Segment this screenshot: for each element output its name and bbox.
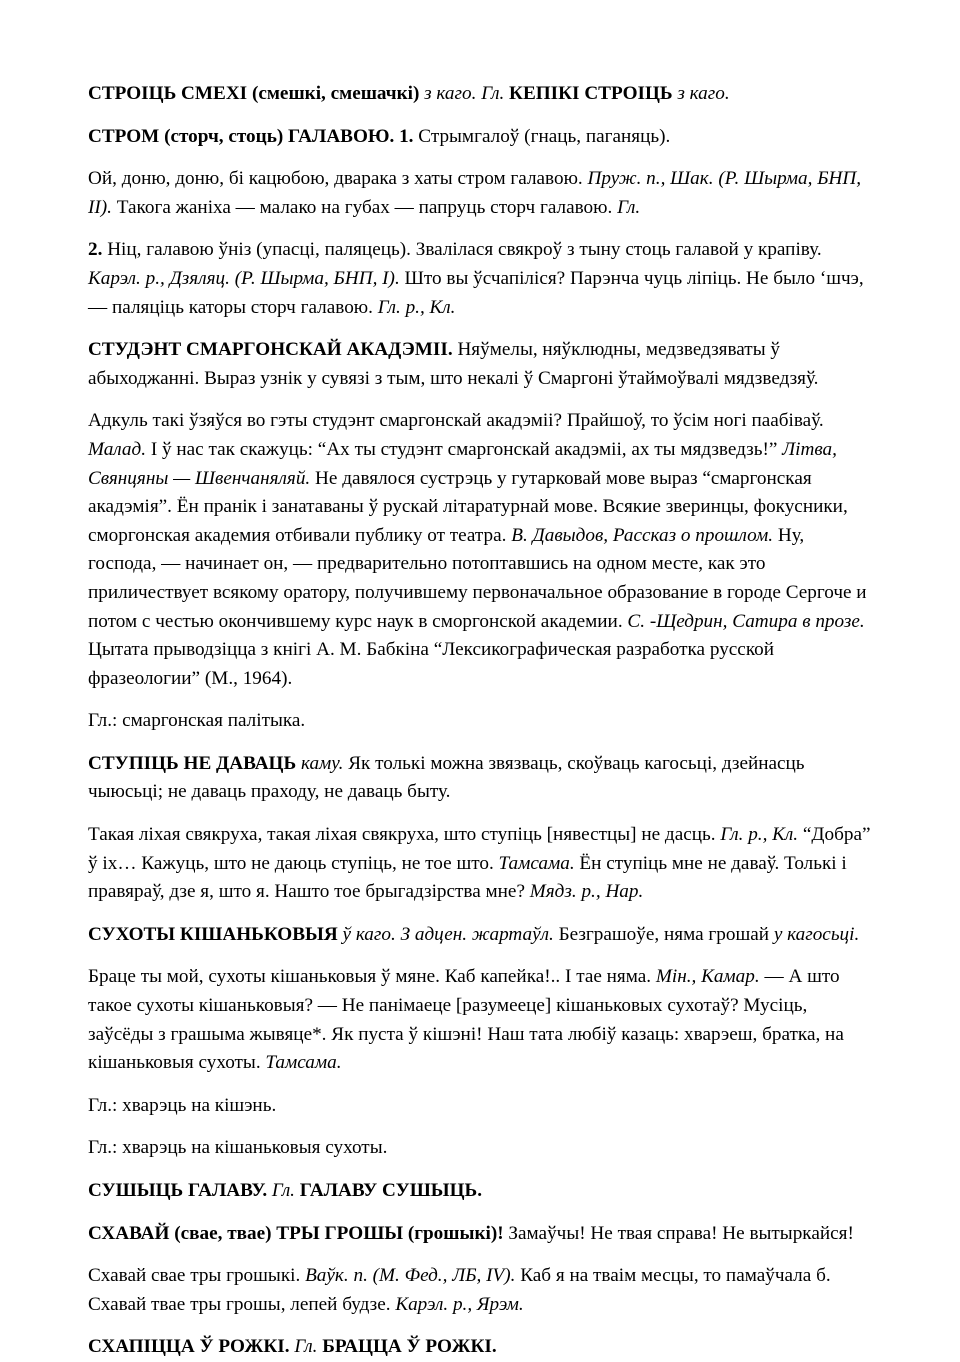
dictionary-entry-stupic-ne-davac [88,750,872,807]
headword-run: СТУДЭНТ СМАРГОНСКАЙ АКАДЭМІІ. [88,339,458,361]
dictionary-entry-see-smarhonskaja-palityka [88,707,872,736]
headword-run: СУХОТЫ КІШАНЬКОВЫЯ [88,923,343,945]
citation-run: каму. [300,752,349,774]
definition-run: Безграшоўе, няма грошай [558,923,774,945]
headword-run: КЕПІКІ СТРОІЦЬ [509,83,678,104]
citation-run: С. -Щедрин, Сатира в прозе. [627,610,865,632]
citation-run: Гл. [617,196,641,218]
dictionary-entry-stupic-ne-davac-example [88,821,872,907]
citation-run: Мядз. р., Нар. [529,881,644,903]
definition-run: І ў нас так скажуць: “Ах ты студэнт смаргонскай акадэміі, ах ты мядзведзь!” [150,438,783,460]
definition-run: Ой, доню, доню, бі кацюбою, дварака з хаты стром галавою. [88,168,588,190]
definition-run: Што вы ўсчапіліся? Парэнча чуць ліпіць. Не было ‘шчэ, — паляціць каторы сторч галавою. [88,267,864,318]
citation-run: Тамсама. [498,852,580,874]
definition-run: — А што такое сухоты кішаньковыя? — Не панімаеце [разумееце] кішаньковых сухотаў? Мусіць, заўсёды з грашыма жывяце*. Як пуста ў кішэні! Наш тата любіў казаць: хварэеш, братка, на кішаньковыя сухоты. [88,966,844,1074]
dictionary-entry-shavaj-try-hroshy [88,1220,872,1249]
dictionary-entry-strom-halavoyu-example-1 [88,165,872,222]
citation-run: Мін., Камар. [655,966,765,988]
citation-run: Малад. [88,438,151,460]
dictionary-entry-shavaj-try-hroshy-example [88,1262,872,1319]
dictionary-entry-student-smarhonskaj-akademii-example [88,407,872,693]
definition-run: Стрымгалоў (гнаць, паганяць). [418,125,671,147]
citation-run: Гл. р., Кл. [720,824,803,846]
citation-run: Карэл. р., Ярэм. [395,1293,524,1315]
definition-run: Не давялося сустрэць у гутарковай мове выраз “смаргонская акадэмія”. Ён пранік і занатаваны ў рускай літаратурнай мове. Всякие зверинцы, фокусники, сморгонская академия отбивали публику от театра. [88,467,848,546]
page-text-column [88,80,872,1362]
headword-run: СУШЫЦЬ ГАЛАВУ. [88,1180,272,1201]
citation-run: Гл. [294,1336,323,1358]
citation-run: з каго. Гл. [424,83,510,104]
definition-run: Цытата прыводзіцца з кнігі А. М. Бабкіна “Лексикографическая разработка русской фразеологии” (М., 1964). [88,639,775,689]
dictionary-entry-stroic-smehi [88,80,872,109]
headword-run: ГАЛАВУ СУШЫЦЬ. [299,1180,483,1201]
definition-run: Такая ліхая свякруха, такая ліхая свякруха, што ступіць [нявестцы] не дасць. [88,824,721,846]
headword-run: СТРОМ (сторч, стоць) ГАЛАВОЮ. 1. [88,125,419,147]
dictionary-entry-see-hvarec-na-kishankovyja-suhoty [88,1134,872,1163]
headword-run: СТУПІЦЬ НЕ ДАВАЦЬ [88,752,301,774]
citation-run: Тамсама. [265,1052,342,1074]
definition-run: Замаўчы! Не твая справа! Не вытыркайся! [508,1222,854,1244]
headword-run: СХАПІЦЦА Ў РОЖКІ. [88,1336,295,1358]
citation-run: Ваўк. п. (М. Фед., ЛБ, ІV). [305,1265,521,1287]
headword-run: 2. [88,239,108,261]
citation-run: Гл. р., Кл. [377,296,456,318]
citation-run: Гл. [271,1180,300,1201]
citation-run: у кагосьці. [773,923,860,945]
headword-run: БРАЦЦА Ў РОЖКІ. [322,1336,497,1358]
citation-run: Карэл. р., Дзяляц. (Р. Шырма, БНП, І). [88,267,405,289]
definition-run: Няўмелы, няўклюдны, медзведзяваты ў абыходжанні. Выраз узнік у сувязі з тым, што некалі ў Смаргоні ўтаймоўвалі мядзведзяў. [88,339,819,389]
citation-run: Літва, Свянцяны — Швенчаняляй. [88,438,837,489]
citation-run: ў каго. З адцен. жартаўл. [342,923,559,945]
definition-run: Ніц, галавою ўніз (упасці, паляцець). Звалілася свякроў з тыну стоць галавой у крапіву. [107,239,822,261]
dictionary-entry-student-smarhonskaj-akademii [88,336,872,393]
definition-run: Каб я на тваім месцы, то памаўчала б. Схавай твае тры грошы, лепей будзе. [88,1265,831,1315]
headword-run: СТРОІЦЬ СМЕХІ (смешкі, смешачкі) [88,83,425,104]
definition-run: Ён ступіць мне не даваў. Толькі і правяраў, дзе я, што я. Нашто тое брыгадзірства мне? [88,852,847,903]
definition-run: Схавай свае тры грошыкі. [88,1265,306,1287]
definition-run: Адкуль такі ўзяўся во гэты студэнт смаргонскай акадэміі? Прайшоў, то ўсім ногі паабіваў. [88,410,824,432]
citation-run: Пруж. п., Шак. (Р. Шырма, БНП, ІІ). [88,168,862,218]
citation-run: В. Давыдов, Рассказ о прошлом. [511,524,778,546]
definition-run: Браце ты мой, сухоты кішаньковыя ў мяне. Каб капейка!.. І тае няма. [88,966,656,988]
definition-run: “Добра” ў іх… Кажуць, што не даюць ступіць, не тое што. [88,824,871,874]
headword-run: СХАВАЙ (свае, твае) ТРЫ ГРОШЫ (грошыкі)! [88,1222,509,1244]
definition-run: Ну, господа, — начинает он, — предварительно потоптавшись на одном месте, как это приличествует всякому оратору, получившему первоначальное образование в городе Сергоче и потом с честью окончившему курс наук в сморгонской академии. [88,524,867,632]
definition-run: Гл.: смаргонская палітыка. [88,710,306,732]
dictionary-entry-sushyc-halavu [88,1177,872,1206]
definition-run: Гл.: хварэць на кішаньковыя сухоты. [88,1137,388,1159]
dictionary-entry-see-hvarec-na-kishen [88,1092,872,1121]
dictionary-entry-strom-halavoyu [88,123,872,152]
dictionary-entry-strom-halavoyu-sense-2 [88,236,872,322]
citation-run: з каго. [677,83,730,104]
definition-run: Такога жаніха — малако на губах — папруць сторч галавою. [116,196,618,218]
definition-run: Як толькі можна звязваць, скоўваць кагосьці, дзейнасць чыюсьці; не даваць праходу, не даваць быту. [88,752,805,803]
dictionary-entry-suhoty-kishankovyja-example [88,963,872,1077]
definition-run: Гл.: хварэць на кішэнь. [88,1094,277,1116]
dictionary-entry-shapicca-u-rozhki [88,1333,872,1362]
dictionary-entry-suhoty-kishankovyja [88,921,872,950]
